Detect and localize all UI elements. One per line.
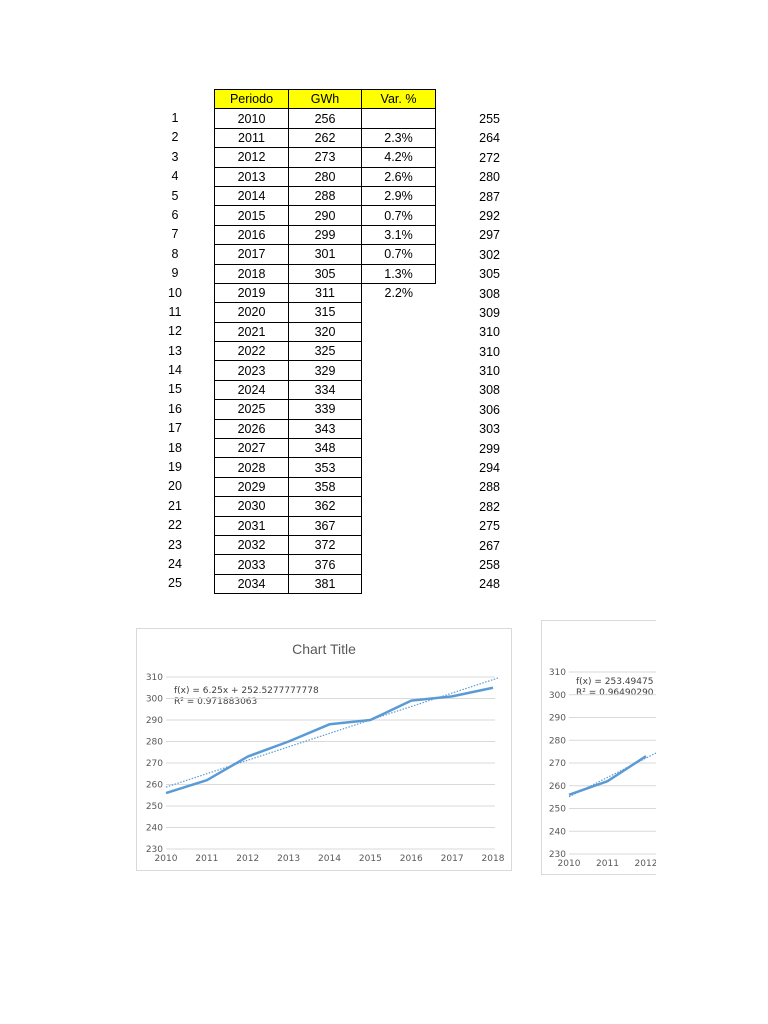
cell-var[interactable]	[362, 477, 436, 496]
header-var: Var. %	[362, 90, 436, 109]
table-row	[215, 380, 436, 399]
table-header-row	[215, 90, 436, 109]
cell-periodo[interactable]: 2016	[215, 225, 289, 244]
cell-gwh[interactable]: 348	[289, 439, 362, 458]
row-number: 7	[171, 227, 179, 242]
table-row	[215, 439, 436, 458]
table-row	[215, 167, 436, 186]
y-tick-label: 280	[548, 736, 566, 747]
projection-value[interactable]: 308	[479, 383, 500, 398]
y-tick-label: 300	[548, 690, 566, 701]
y-tick-label: 250	[145, 802, 163, 812]
trendline-r2: R² = 0.96490290	[576, 688, 654, 698]
cell-periodo[interactable]: 2026	[215, 419, 289, 438]
trendline-equation: f(x) = 6.25x + 252.5277777778	[174, 686, 319, 696]
table-row	[215, 225, 436, 244]
cell-var[interactable]	[362, 400, 436, 419]
projection-value[interactable]: 306	[479, 402, 500, 417]
cell-periodo[interactable]: 2011	[215, 128, 289, 147]
cell-periodo[interactable]: 2012	[215, 148, 289, 167]
cell-var[interactable]	[362, 439, 436, 458]
table-row	[215, 128, 436, 147]
y-tick-label: 310	[145, 673, 163, 683]
x-tick-label: 2016	[399, 854, 423, 864]
series-line	[569, 756, 646, 795]
x-tick-label: 2012	[236, 854, 260, 864]
cell-var[interactable]	[362, 303, 436, 322]
table-row	[215, 477, 436, 496]
header-gwh: GWh	[289, 90, 362, 109]
x-tick-label: 2012	[634, 859, 657, 869]
x-tick-label: 2010	[154, 854, 178, 864]
cell-periodo[interactable]: 2013	[215, 167, 289, 186]
y-tick-label: 270	[145, 759, 163, 769]
projection-value[interactable]: 294	[479, 461, 500, 476]
cell-gwh[interactable]: 273	[289, 148, 362, 167]
projection-value[interactable]: 302	[479, 247, 500, 262]
cell-periodo[interactable]: 2014	[215, 186, 289, 205]
row-number: 6	[171, 207, 179, 222]
projection-value[interactable]: 275	[479, 519, 500, 534]
cell-gwh[interactable]: 372	[289, 535, 362, 554]
projection-value[interactable]: 305	[479, 267, 500, 282]
y-tick-label: 240	[548, 827, 566, 838]
table-row	[215, 555, 436, 574]
x-tick-label: 2011	[596, 859, 619, 869]
cell-gwh[interactable]: 334	[289, 380, 362, 399]
cell-periodo[interactable]: 2010	[215, 109, 289, 128]
x-tick-label: 2010	[557, 859, 581, 869]
row-number: 20	[168, 479, 182, 494]
row-number: 22	[168, 518, 182, 533]
table-row	[215, 400, 436, 419]
y-tick-label: 290	[145, 716, 163, 726]
y-tick-label: 310	[548, 668, 566, 678]
cell-gwh[interactable]: 358	[289, 477, 362, 496]
cell-var[interactable]	[362, 342, 436, 361]
cell-periodo[interactable]: 2022	[215, 342, 289, 361]
table-row	[215, 283, 436, 302]
table-row	[215, 361, 436, 380]
projection-value[interactable]: 264	[479, 131, 500, 146]
cell-gwh[interactable]: 367	[289, 516, 362, 535]
projection-value[interactable]: 248	[479, 577, 500, 592]
cell-gwh[interactable]: 305	[289, 264, 362, 283]
cell-var[interactable]	[362, 516, 436, 535]
cell-periodo[interactable]: 2027	[215, 439, 289, 458]
projection-value[interactable]: 280	[479, 170, 500, 185]
cell-periodo[interactable]: 2033	[215, 555, 289, 574]
projection-value[interactable]: 297	[479, 228, 500, 243]
row-number: 4	[171, 169, 179, 184]
row-number: 21	[168, 498, 182, 513]
projection-value[interactable]: 267	[479, 538, 500, 553]
cell-periodo[interactable]: 2018	[215, 264, 289, 283]
cell-var[interactable]	[362, 574, 436, 593]
cell-periodo[interactable]: 2031	[215, 516, 289, 535]
cell-periodo[interactable]: 2028	[215, 458, 289, 477]
cell-periodo[interactable]: 2024	[215, 380, 289, 399]
row-number: 3	[171, 149, 179, 164]
x-tick-label: 2018	[481, 854, 505, 864]
cell-var[interactable]	[362, 361, 436, 380]
row-number: 2	[171, 130, 179, 145]
cell-gwh[interactable]: 311	[289, 283, 362, 302]
row-number: 19	[168, 460, 182, 475]
table-row	[215, 264, 436, 283]
cell-gwh[interactable]: 362	[289, 497, 362, 516]
row-number: 13	[168, 343, 182, 358]
cell-var[interactable]: 2.9%	[362, 186, 436, 205]
projection-value[interactable]: 309	[479, 305, 500, 320]
cell-gwh[interactable]: 299	[289, 225, 362, 244]
cell-var[interactable]	[362, 535, 436, 554]
cell-gwh[interactable]: 280	[289, 167, 362, 186]
chart-title: Chart Title	[292, 641, 356, 657]
row-number: 12	[168, 324, 182, 339]
cell-periodo[interactable]: 2015	[215, 206, 289, 225]
cell-var[interactable]: 2.2%	[384, 286, 413, 301]
projection-value[interactable]: 258	[479, 557, 500, 572]
projection-value[interactable]: 282	[479, 499, 500, 514]
trendline	[166, 678, 499, 788]
cell-gwh[interactable]: 320	[289, 322, 362, 341]
projection-value[interactable]: 272	[479, 150, 500, 165]
row-number: 9	[171, 266, 179, 281]
cell-gwh[interactable]: 301	[289, 245, 362, 264]
projection-value[interactable]: 287	[479, 189, 500, 204]
trendline-r2: R² = 0.971883063	[174, 697, 258, 707]
table-row	[215, 322, 436, 341]
row-number: 11	[168, 304, 182, 319]
table-row	[215, 245, 436, 264]
cell-var[interactable]	[362, 497, 436, 516]
row-number: 14	[168, 363, 182, 378]
row-number: 17	[168, 421, 182, 436]
chart-2[interactable]	[541, 620, 656, 875]
cell-periodo[interactable]: 2034	[215, 574, 289, 593]
cell-periodo[interactable]: 2023	[215, 361, 289, 380]
table-row	[215, 419, 436, 438]
row-number: 8	[171, 246, 179, 261]
row-number: 23	[168, 537, 182, 552]
cell-gwh[interactable]: 339	[289, 400, 362, 419]
row-number: 16	[168, 401, 182, 416]
cell-periodo[interactable]: 2020	[215, 303, 289, 322]
table-row	[215, 148, 436, 167]
projection-value[interactable]: 310	[479, 364, 500, 379]
x-tick-label: 2017	[440, 854, 464, 864]
cell-var[interactable]	[362, 419, 436, 438]
cell-var[interactable]: 2.6%	[362, 167, 436, 186]
y-tick-label: 270	[548, 759, 566, 769]
projection-value[interactable]: 288	[479, 480, 500, 495]
y-tick-label: 290	[548, 713, 566, 724]
cell-gwh[interactable]: 381	[289, 574, 362, 593]
cell-gwh[interactable]: 315	[289, 303, 362, 322]
cell-var[interactable]: 0.7%	[362, 245, 436, 264]
table-row	[215, 206, 436, 225]
table-row	[215, 535, 436, 554]
row-number: 15	[168, 382, 182, 397]
cell-periodo[interactable]: 2032	[215, 535, 289, 554]
cell-var[interactable]: 0.7%	[362, 206, 436, 225]
table-row	[215, 186, 436, 205]
cell-periodo[interactable]: 2025	[215, 400, 289, 419]
cell-periodo[interactable]: 2029	[215, 477, 289, 496]
cell-var[interactable]	[362, 458, 436, 477]
table-row	[215, 342, 436, 361]
cell-var[interactable]: 1.3%	[362, 264, 436, 283]
cell-periodo[interactable]: 2021	[215, 322, 289, 341]
projection-value[interactable]: 308	[479, 286, 500, 301]
cell-gwh[interactable]: 325	[289, 342, 362, 361]
cell-periodo[interactable]: 2019	[215, 283, 289, 302]
y-tick-label: 230	[145, 845, 163, 855]
trendline-equation: f(x) = 253.49475	[576, 677, 654, 687]
y-tick-label: 260	[548, 781, 566, 792]
cell-periodo[interactable]: 2030	[215, 497, 289, 516]
cell-gwh[interactable]: 256	[289, 109, 362, 128]
y-tick-label: 260	[145, 780, 163, 791]
table-row	[215, 303, 436, 322]
header-periodo: Periodo	[215, 90, 289, 109]
cell-var[interactable]	[362, 322, 436, 341]
cell-var[interactable]	[362, 380, 436, 399]
data-table	[214, 89, 436, 594]
table-row	[215, 458, 436, 477]
row-number: 24	[168, 556, 182, 571]
row-number: 18	[168, 440, 182, 455]
cell-var[interactable]: 4.2%	[362, 148, 436, 167]
cell-gwh[interactable]: 288	[289, 186, 362, 205]
cell-var[interactable]	[362, 109, 436, 128]
cell-gwh[interactable]: 290	[289, 206, 362, 225]
cell-gwh[interactable]: 343	[289, 419, 362, 438]
row-number: 25	[168, 576, 182, 591]
table-row	[215, 574, 436, 593]
y-tick-label: 280	[145, 737, 163, 748]
x-tick-label: 2013	[277, 854, 301, 864]
projection-column	[440, 109, 500, 594]
chart-1[interactable]	[136, 628, 512, 871]
x-tick-label: 2011	[195, 854, 219, 864]
x-tick-label: 2015	[358, 854, 382, 864]
row-number: 10	[168, 285, 182, 300]
table-row	[215, 516, 436, 535]
cell-var[interactable]: 2.3%	[362, 128, 436, 147]
projection-value[interactable]: 299	[479, 441, 500, 456]
chart-1-plot	[137, 629, 512, 871]
projection-value[interactable]: 255	[479, 112, 500, 126]
cell-gwh[interactable]: 329	[289, 361, 362, 380]
y-tick-label: 240	[145, 823, 163, 834]
cell-var[interactable]	[362, 555, 436, 574]
x-tick-label: 2014	[318, 854, 341, 864]
cell-var[interactable]: 3.1%	[362, 225, 436, 244]
cell-gwh[interactable]: 376	[289, 555, 362, 574]
y-tick-label: 300	[145, 694, 163, 705]
projection-value[interactable]: 303	[479, 422, 500, 437]
y-tick-label: 250	[548, 804, 566, 815]
projection-value[interactable]: 292	[479, 208, 500, 223]
row-number: 1	[171, 111, 179, 125]
projection-value[interactable]: 310	[479, 325, 500, 340]
cell-gwh[interactable]: 353	[289, 458, 362, 477]
row-number-column	[160, 109, 190, 594]
series-line	[166, 688, 493, 793]
table-row	[215, 109, 436, 128]
cell-periodo[interactable]: 2017	[215, 245, 289, 264]
projection-value[interactable]: 310	[479, 344, 500, 359]
row-number: 5	[171, 188, 179, 203]
cell-gwh[interactable]: 262	[289, 128, 362, 147]
chart-2-plot	[542, 621, 656, 875]
table-row	[215, 497, 436, 516]
y-tick-label: 230	[548, 850, 566, 860]
